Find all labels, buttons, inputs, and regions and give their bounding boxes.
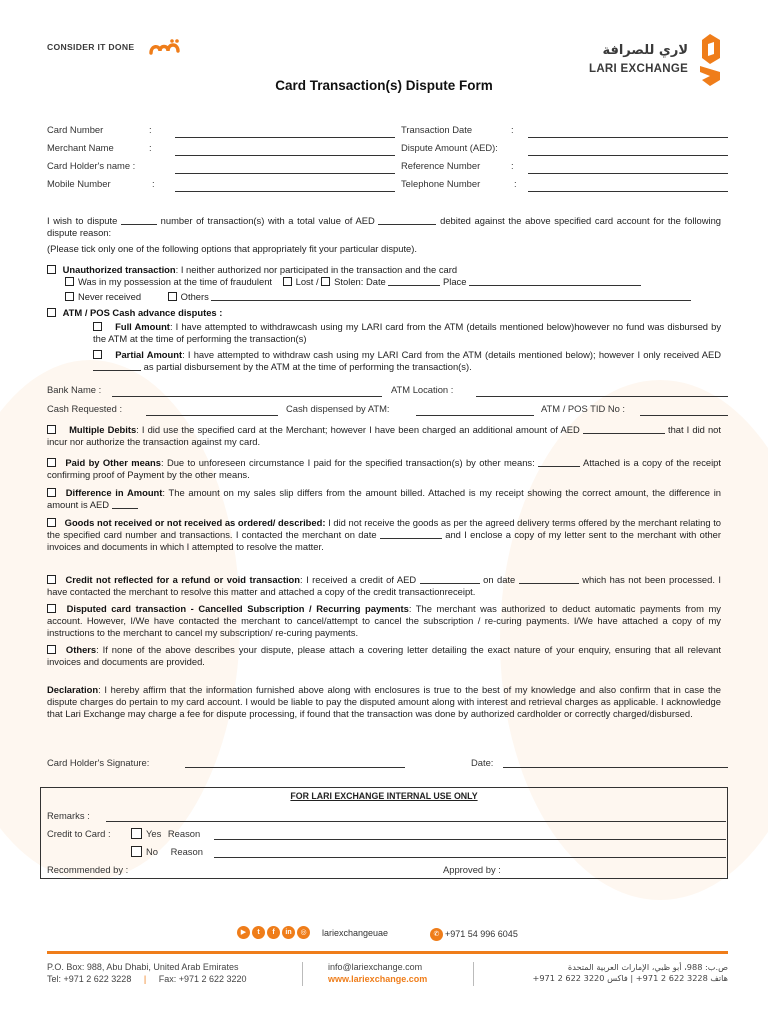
instagram-icon[interactable]: ◎: [297, 926, 310, 939]
approved-by-label: Approved by :: [443, 864, 501, 875]
total-value-field[interactable]: [378, 215, 436, 225]
reference-number-label: Reference Number: [401, 160, 481, 171]
cash-requested-field[interactable]: [146, 415, 278, 416]
colon: :: [514, 178, 517, 189]
stolen-date-field[interactable]: [388, 276, 440, 286]
card-holder-name-label: Card Holder's name :: [47, 160, 136, 171]
telephone-number-field[interactable]: [528, 191, 728, 192]
unauthorized-other-row: Never received Others: [65, 291, 725, 303]
signature-field[interactable]: [185, 767, 405, 768]
multiple-debits-checkbox[interactable]: [47, 425, 56, 434]
atm-checkbox[interactable]: [47, 308, 56, 317]
lost-checkbox[interactable]: [283, 277, 292, 286]
cash-dispensed-field[interactable]: [416, 415, 534, 416]
unauthorized-option: Unauthorized transaction: I neither authorized nor participated in the transaction and the card: [47, 264, 721, 276]
card-number-label: Card Number: [47, 124, 104, 135]
unauthorized-possession-row: Was in my possession at the time of fraudulent Lost / Stolen: Date Place: [65, 276, 725, 288]
remarks-field[interactable]: [106, 821, 726, 822]
remarks-label: Remarks :: [47, 810, 90, 821]
footer-arabic: ص.ب: 988، أبو ظبي، الإمارات العربية المتحدة هاتف 3228 622 2 971+ | فاكس 3220 622 2 971+: [532, 962, 728, 983]
additional-amount-field[interactable]: [583, 424, 665, 434]
credit-no-checkbox[interactable]: [131, 846, 142, 857]
credit-not-reflected-checkbox[interactable]: [47, 575, 56, 584]
credit-yes-checkbox[interactable]: [131, 828, 142, 839]
others-field[interactable]: [211, 291, 691, 301]
others-option-checkbox[interactable]: [47, 645, 56, 654]
others-option: Others: If none of the above describes your dispute, please attach a covering letter detailing the exact nature of your enquiry, ensuring that all relevant invoices and documents are provided.: [47, 644, 721, 667]
whatsapp-row: [430, 928, 518, 941]
telephone-number-label: Telephone Number: [401, 178, 481, 189]
atm-pos-tid-label: ATM / POS TID No :: [541, 403, 626, 414]
colon: :: [511, 124, 514, 135]
recommended-by-label: Recommended by :: [47, 864, 129, 875]
merchant-name-label: Merchant Name: [47, 142, 114, 153]
social-icons: [237, 926, 312, 939]
bank-name-field[interactable]: [112, 396, 382, 397]
cash-dispensed-label: Cash dispensed by ATM:: [286, 403, 390, 414]
goods-not-received-option: Goods not received or not received as ordered/ described: I did not receive the goods as per the agreed delivery terms offered by the merchant relating to the specified card number and transactions. I contacted the merchant on date and I enclose a copy of my letter sent to the merchant with other invoices and documents in which I attempted to resolve the matter.: [47, 517, 722, 552]
signature-label: Card Holder's Signature:: [47, 757, 150, 768]
credit-not-reflected-option: Credit not reflected for a refund or void transaction: I received a credit of AED on date which has not been processed. I have contacted the merchant to resolve this matter and attached a copy of the credit transactionreceipt.: [47, 574, 721, 597]
full-amount-checkbox[interactable]: [93, 322, 102, 331]
cancelled-subscription-option: Disputed card transaction - Cancelled Subscription / Recurring payments: The merchant was authorized to deduct automatic payments from my account. However, I/We have contacted the merchant to cancel/attempt to cancel the subscription / re-curing payments. I/We have attached a copy of my instructions to the merchant to cancel my subscription/ re-curing payments.: [47, 603, 721, 638]
intro-instructions: (Please tick only one of the following options that appropriately fit your particular dispute).: [47, 243, 417, 254]
whatsapp-number[interactable]: +971 54 996 6045: [445, 928, 518, 939]
intro-paragraph: I wish to dispute number of transaction(s) with a total value of AED debited against the above specified card account for the following dispute reason:: [47, 215, 722, 238]
mobile-number-field[interactable]: [175, 191, 395, 192]
whatsapp-icon[interactable]: ✆: [430, 928, 443, 941]
credit-amount-field[interactable]: [420, 574, 480, 584]
credit-no-reason-field[interactable]: [214, 857, 726, 858]
unauthorized-checkbox[interactable]: [47, 265, 56, 274]
goods-not-received-checkbox[interactable]: [47, 518, 56, 527]
dispute-amount-label: Dispute Amount (AED):: [401, 142, 498, 153]
paid-other-means-option: Paid by Other means: Due to unforeseen circumstance I paid for the specified transaction(s) by other means: Attached is a copy of the receipt confirming proof of Payment by the other means.: [47, 457, 722, 480]
difference-amount-checkbox[interactable]: [47, 488, 56, 497]
cancelled-subscription-checkbox[interactable]: [47, 604, 56, 613]
brand-arabic-name: لاري للصرافة: [602, 43, 688, 58]
transaction-date-label: Transaction Date: [401, 124, 473, 135]
bank-name-label: Bank Name :: [47, 384, 102, 395]
footer-divider: [47, 951, 728, 954]
linkedin-icon[interactable]: in: [282, 926, 295, 939]
card-holder-name-field[interactable]: [175, 173, 395, 174]
difference-amount-option: Difference in Amount: The amount on my sales slip differs from the amount billed. Attached is my receipt showing the correct amount, the difference in amount is AED: [47, 487, 721, 510]
cash-requested-label: Cash Requested :: [47, 403, 123, 414]
card-number-field[interactable]: [175, 137, 395, 138]
footer-contact: [328, 962, 427, 985]
colon: :: [152, 178, 155, 189]
partial-received-field[interactable]: [93, 361, 141, 371]
footer-separator: [473, 962, 474, 986]
atm-full-amount: Full Amount: I have attempted to withdrawcash using my LARI card from the ATM (details mentioned below)however no fund was disbursed by the ATM at the time of performing the transaction(s): [93, 321, 722, 344]
footer-website[interactable]: www.lariexchange.com: [328, 973, 428, 984]
credit-no-row: No Reason: [131, 846, 203, 858]
form-title: Card Transaction(s) Dispute Form: [275, 78, 493, 93]
signature-date-label: Date:: [471, 757, 494, 768]
credit-to-card-label: Credit to Card :: [47, 828, 111, 839]
colon: :: [149, 142, 152, 153]
merchant-name-field[interactable]: [175, 155, 395, 156]
credit-yes-row: Yes Reason: [131, 828, 200, 840]
credit-date-field[interactable]: [519, 574, 579, 584]
social-handle[interactable]: lariexchangeuae: [322, 928, 389, 938]
twitter-icon[interactable]: t: [252, 926, 265, 939]
transaction-count-field[interactable]: [121, 215, 157, 225]
never-received-checkbox[interactable]: [65, 292, 74, 301]
stolen-checkbox[interactable]: [321, 277, 330, 286]
paid-other-means-checkbox[interactable]: [47, 458, 56, 467]
atm-pos-tid-field[interactable]: [640, 415, 728, 416]
mobile-number-label: Mobile Number: [47, 178, 111, 189]
youtube-icon[interactable]: ▶: [237, 926, 250, 939]
footer-email[interactable]: info@lariexchange.com: [328, 962, 423, 972]
stolen-place-field[interactable]: [469, 276, 641, 286]
internal-use-title: FOR LARI EXCHANGE INTERNAL USE ONLY: [290, 791, 478, 801]
multiple-debits-option: Multiple Debits: I did use the specified card at the Merchant; however I have been charged an additional amount of AED that I did not incur nor authorize the transaction against my card.: [47, 424, 721, 447]
partial-amount-checkbox[interactable]: [93, 350, 102, 359]
atm-location-label: ATM Location :: [391, 384, 454, 395]
footer-separator: [302, 962, 303, 986]
possession-checkbox[interactable]: [65, 277, 74, 286]
footer-address: P.O. Box: 988, Abu Dhabi, United Arab Emirates Tel: +971 2 622 3228 | Fax: +971 2 622 3220: [47, 962, 247, 984]
dispute-amount-field[interactable]: [528, 155, 728, 156]
tagline: CONSIDER IT DONE: [47, 42, 135, 52]
tagline-logo: [148, 37, 184, 62]
other-means-field[interactable]: [538, 457, 580, 467]
contact-date-field[interactable]: [380, 529, 442, 539]
difference-amount-field[interactable]: [112, 499, 138, 509]
transaction-date-field[interactable]: [528, 137, 728, 138]
reference-number-field[interactable]: [528, 173, 728, 174]
atm-option: ATM / POS Cash advance disputes :: [47, 307, 721, 319]
signature-date-field[interactable]: [503, 767, 728, 768]
credit-yes-reason-field[interactable]: [214, 839, 726, 840]
declaration: Declaration: I hereby affirm that the information furnished above along with enclosures is true to the best of my knowledge and also confirm that in case the dispute charges do pertain to my card account. I would be liable to pay the disputed amount along with interest and retrieval charges as applicable. I acknowledge that Lari Exchange may charge a fee for dispute processing, if found that the transaction was done by authorized cardholder or correctly charged/disbursed.: [47, 684, 721, 719]
others-checkbox[interactable]: [168, 292, 177, 301]
facebook-icon[interactable]: f: [267, 926, 280, 939]
colon: :: [511, 160, 514, 171]
brand-name: LARI EXCHANGE: [589, 63, 689, 75]
colon: :: [149, 124, 152, 135]
atm-partial-amount: Partial Amount: I have attempted to withdraw cash using my LARI Card from the ATM (details mentioned below); however I only received AED as partial disbursement by the ATM at the time of performing the transaction(s).: [93, 349, 721, 373]
atm-location-field[interactable]: [476, 396, 728, 397]
